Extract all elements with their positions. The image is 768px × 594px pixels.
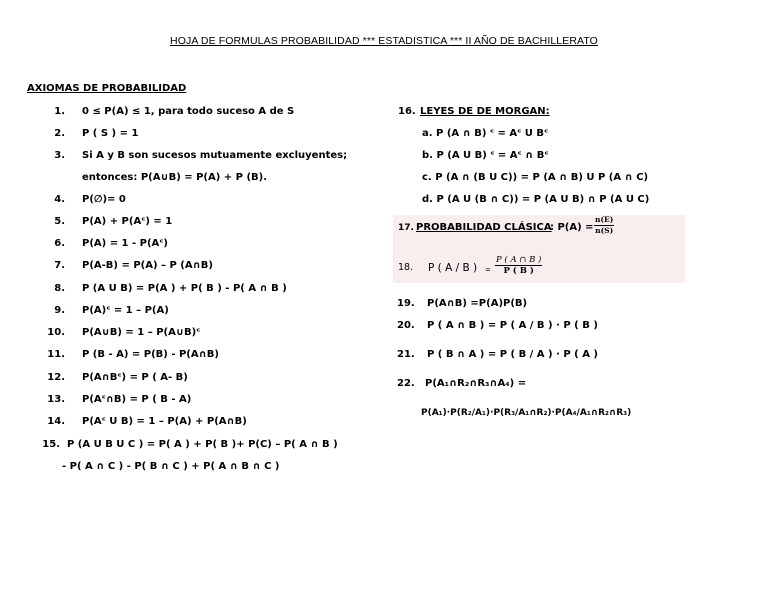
page-title: HOJA DE FORMULAS PROBABILIDAD *** ESTADISTICA *** II AÑO DE BACHILLERATO — [170, 35, 598, 47]
classical-probability-fraction: $\frac{n(E)}{n(S)}$ — [595, 215, 614, 235]
conditional-probability-fraction: $\frac{P ( A \cap B )}{P ( B )}$ — [496, 255, 542, 276]
section-title: AXIOMAS DE PROBABILIDAD — [27, 83, 187, 94]
